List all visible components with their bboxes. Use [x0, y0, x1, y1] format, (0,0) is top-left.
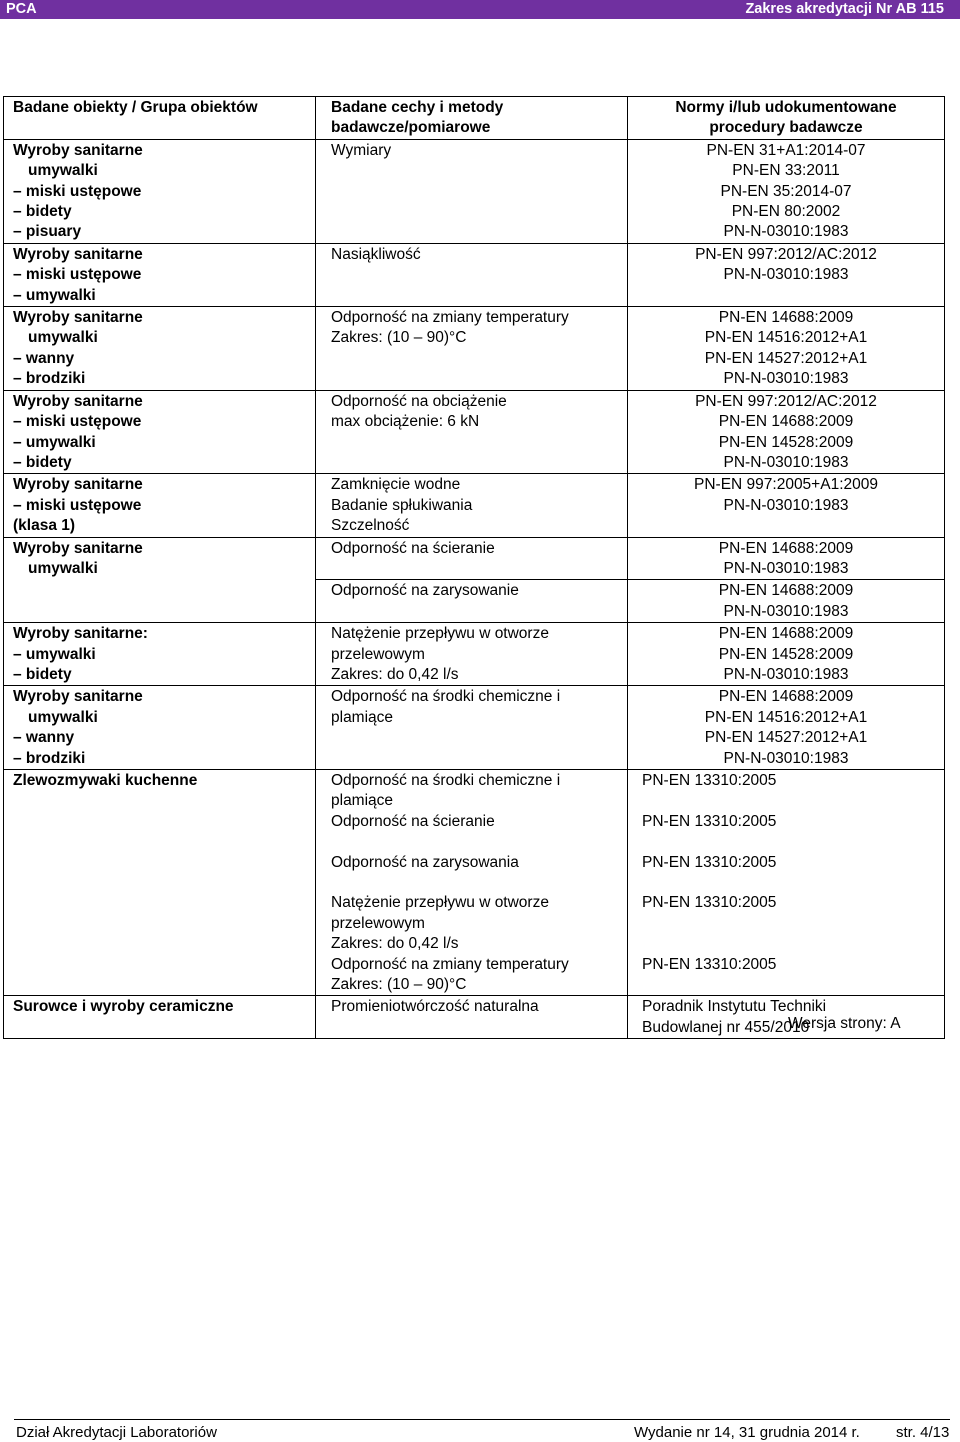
table-row: [4, 770, 945, 996]
norm-cell: PN-EN 997:2012/AC:2012 PN-EN 14688:2009 PN-EN 14528:2009 PN-N-03010:1983: [628, 390, 945, 474]
norm-cell: Poradnik Instytutu Techniki Budowlanej nr 455/2010: [628, 996, 945, 1039]
col3-header: Normy i/lub udokumentowane procedury badawcze: [628, 97, 945, 140]
table-row: [4, 474, 945, 537]
feature-cell: Odporność na zarysowanie: [316, 580, 628, 623]
norm-cell: PN-EN 14688:2009 PN-N-03010:1983: [628, 537, 945, 580]
feature-cell: Wymiary: [316, 139, 628, 243]
object-cell: Wyroby sanitarne: – umywalki – bidety: [4, 623, 316, 686]
object-cell: Surowce i wyroby ceramiczne: [4, 996, 316, 1039]
feature-cell: Nasiąkliwość: [316, 243, 628, 306]
feature-cell: Odporność na obciążenie max obciążenie: 6 kN: [316, 390, 628, 474]
object-cell: Wyroby sanitarne – miski ustępowe – umywalki – bidety: [4, 390, 316, 474]
table-row: [4, 307, 945, 391]
page-header: [0, 0, 960, 19]
norm-cell: PN-EN 997:2005+A1:2009 PN-N-03010:1983: [628, 474, 945, 537]
table-row: [4, 243, 945, 306]
object-cell: Wyroby sanitarne umywalki – miski ustępowe – bidety – pisuary: [4, 139, 316, 243]
norm-cell: PN-EN 14688:2009 PN-EN 14516:2012+A1 PN-EN 14527:2012+A1 PN-N-03010:1983: [628, 307, 945, 391]
table-row: [4, 537, 945, 580]
table-row: [4, 686, 945, 770]
footer-middle: Wydanie nr 14, 31 grudnia 2014 r.: [634, 1424, 860, 1441]
table-row: [4, 623, 945, 686]
footer-right: str. 4/13: [896, 1424, 950, 1441]
col1-header: Badane obiekty / Grupa obiektów: [4, 97, 316, 140]
table-row: [4, 390, 945, 474]
feature-cell: Natężenie przepływu w otworze przelewowym Zakres: do 0,42 l/s: [316, 623, 628, 686]
footer-left: Dział Akredytacji Laboratoriów: [16, 1424, 217, 1441]
header-right: Zakres akredytacji Nr AB 115: [745, 1, 944, 17]
page-version: Wersja strony: A: [788, 1015, 901, 1032]
object-cell: Wyroby sanitarne – miski ustępowe – umywalki: [4, 243, 316, 306]
col2-header: Badane cechy i metody badawcze/pomiarowe: [316, 97, 628, 140]
object-cell: Wyroby sanitarne umywalki: [4, 537, 316, 623]
object-cell: Zlewozmywaki kuchenne: [4, 770, 316, 996]
header-left: PCA: [6, 1, 37, 17]
feature-cell: Odporność na środki chemiczne i plamiące Odporność na ścieranie Odporność na zarysowania Natężenie przepływu w otworze przelewowym Zakres: do 0,42 l/s Odporność na zmiany temperatury Zakres: (10 – 90)°C: [316, 770, 628, 996]
feature-cell: Odporność na zmiany temperatury Zakres: (10 – 90)°C: [316, 307, 628, 391]
norm-cell: PN-EN 31+A1:2014-07 PN-EN 33:2011 PN-EN 35:2014-07 PN-EN 80:2002 PN-N-03010:1983: [628, 139, 945, 243]
feature-cell: Odporność na ścieranie: [316, 537, 628, 580]
norm-cell: PN-EN 14688:2009 PN-EN 14516:2012+A1 PN-EN 14527:2012+A1 PN-N-03010:1983: [628, 686, 945, 770]
feature-cell: Odporność na środki chemiczne i plamiące: [316, 686, 628, 770]
accreditation-table: [3, 96, 945, 1039]
object-cell: Wyroby sanitarne umywalki – wanny – brodziki: [4, 686, 316, 770]
footer-divider: [14, 1419, 950, 1420]
norm-cell: PN-EN 997:2012/AC:2012 PN-N-03010:1983: [628, 243, 945, 306]
table-row: [4, 139, 945, 243]
object-cell: Wyroby sanitarne umywalki – wanny – brodziki: [4, 307, 316, 391]
norm-cell: PN-EN 13310:2005 PN-EN 13310:2005 PN-EN 13310:2005 PN-EN 13310:2005 PN-EN 13310:2005: [628, 770, 945, 996]
feature-cell: Zamknięcie wodne Badanie spłukiwania Szczelność: [316, 474, 628, 537]
feature-cell: Promieniotwórczość naturalna: [316, 996, 628, 1039]
table-header-row: [4, 97, 945, 140]
norm-cell: PN-EN 14688:2009 PN-N-03010:1983: [628, 580, 945, 623]
object-cell: Wyroby sanitarne – miski ustępowe (klasa 1): [4, 474, 316, 537]
norm-cell: PN-EN 14688:2009 PN-EN 14528:2009 PN-N-03010:1983: [628, 623, 945, 686]
